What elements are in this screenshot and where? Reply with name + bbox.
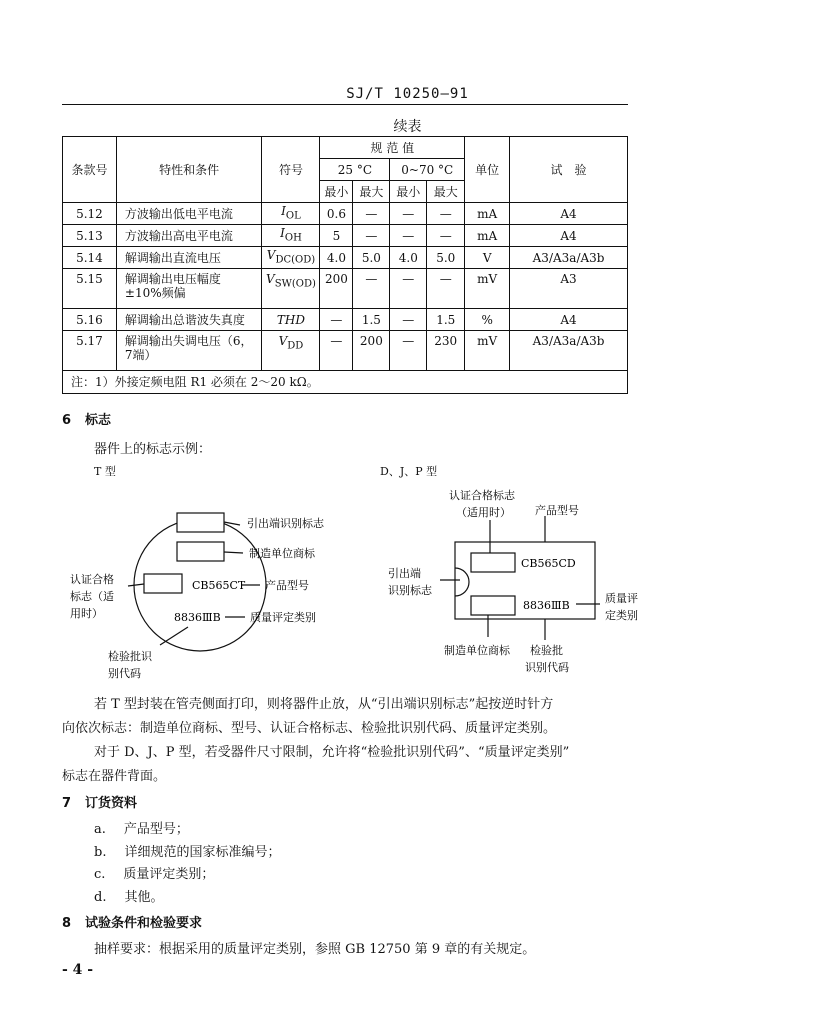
col-header-spec: 规 范 值 bbox=[320, 137, 465, 159]
cell-unit: mV bbox=[465, 331, 510, 371]
cert-label-line2: 标志（适 bbox=[70, 590, 114, 603]
batch-label-line2: 识别代码 bbox=[525, 661, 569, 674]
quality-label: 质量评定类别 bbox=[250, 611, 316, 624]
t-type-label: T 型 bbox=[94, 465, 116, 478]
quality-label-line2: 定类别 bbox=[605, 609, 638, 622]
batch-label-line1: 检验批 bbox=[530, 644, 563, 657]
batch-label-line1: 检验批识 bbox=[108, 650, 152, 663]
section-8-heading: 8 试验条件和检验要求 bbox=[62, 916, 203, 931]
page-number: - 4 - bbox=[62, 962, 94, 978]
cell-characteristic: 解调输出总谐波失真度 bbox=[116, 309, 262, 331]
cell-test: A4 bbox=[510, 309, 628, 331]
maker-mark-box bbox=[471, 596, 515, 615]
sampling-requirement: 抽样要求：根据采用的质量评定类别，参照 GB 12750 第 9 章的有关规定。 bbox=[94, 942, 536, 957]
col-header-range: 0~70 °C bbox=[390, 159, 465, 181]
paragraph-djp-line1: 对于 D、J、P 型，若受器件尺寸限制，允许将“检验批识别代码”、“质量评定类别” bbox=[94, 745, 570, 760]
cell-value: — bbox=[427, 225, 465, 247]
maker-label: 制造单位商标 bbox=[444, 644, 510, 657]
product-type-label: 产品型号 bbox=[265, 579, 309, 592]
cell-value: 5.0 bbox=[427, 247, 465, 269]
paragraph-t-type-line2: 向依次标志：制造单位商标、型号、认证合格标志、检验批识别代码、质量评定类别。 bbox=[62, 721, 557, 736]
paragraph-djp-line2: 标志在器件背面。 bbox=[62, 769, 167, 784]
cell-characteristic: 解调输出电压幅度 ±10%频偏 bbox=[116, 269, 262, 309]
table-row bbox=[63, 269, 628, 309]
cell-symbol: $V_{SW(OD)}$ bbox=[262, 269, 320, 309]
cell-value: — bbox=[427, 269, 465, 309]
cell-value: — bbox=[427, 203, 465, 225]
cell-unit: mV bbox=[465, 269, 510, 309]
col-header-25c: 25 °C bbox=[320, 159, 390, 181]
cert-mark-box bbox=[471, 553, 515, 572]
cell-symbol: $I_{OL}$ bbox=[262, 203, 320, 225]
cell-value: — bbox=[390, 331, 427, 371]
lead-label-line2: 识别标志 bbox=[388, 584, 432, 597]
cell-characteristic: 方波输出低电平电流 bbox=[116, 203, 262, 225]
model-code: CB565CD bbox=[521, 557, 576, 570]
cell-value: — bbox=[390, 225, 427, 247]
lead-notch bbox=[455, 568, 469, 596]
cert-label-line2: （适用时） bbox=[456, 506, 511, 519]
table-row bbox=[63, 309, 628, 331]
list-item: a. 产品型号； bbox=[94, 822, 189, 837]
product-type-label: 产品型号 bbox=[535, 504, 579, 517]
cert-label-line1: 认证合格 bbox=[70, 573, 114, 586]
col-header-characteristic: 特性和条件 bbox=[116, 137, 262, 203]
cell-unit: V bbox=[465, 247, 510, 269]
cell-value: 200 bbox=[320, 269, 353, 309]
cell-value: — bbox=[390, 309, 427, 331]
quality-label-line1: 质量评 bbox=[605, 592, 638, 605]
cell-value: — bbox=[353, 225, 390, 247]
cell-value: 1.5 bbox=[427, 309, 465, 331]
list-item: d. 其他。 bbox=[94, 890, 164, 905]
cell-value: — bbox=[320, 309, 353, 331]
standard-number-header: SJ/T 10250—91 bbox=[346, 86, 469, 102]
cell-symbol: $V_{DC(OD)}$ bbox=[262, 247, 320, 269]
maker-label: 制造单位商标 bbox=[249, 547, 315, 560]
cell-value: 230 bbox=[427, 331, 465, 371]
table-row bbox=[63, 331, 628, 371]
col-header-symbol: 符号 bbox=[262, 137, 320, 203]
cell-test: A4 bbox=[510, 225, 628, 247]
djp-type-marking-figure bbox=[380, 482, 650, 682]
col-header-max: 最大 bbox=[427, 181, 465, 203]
cell-value: 1.5 bbox=[353, 309, 390, 331]
maker-mark-box bbox=[177, 542, 224, 561]
cell-value: 0.6 bbox=[320, 203, 353, 225]
cell-symbol: THD bbox=[262, 309, 320, 331]
cert-mark-box bbox=[144, 574, 182, 593]
table-note: 注：1）外接定频电阻 R1 必须在 2～20 kΩ。 bbox=[63, 371, 628, 394]
header-rule bbox=[62, 104, 628, 105]
col-header-unit: 单位 bbox=[465, 137, 510, 203]
cell-symbol: $I_{OH}$ bbox=[262, 225, 320, 247]
cell-value: — bbox=[390, 203, 427, 225]
section-6-heading: 6 标志 bbox=[62, 413, 112, 428]
cell-value: — bbox=[353, 203, 390, 225]
table-row bbox=[63, 203, 628, 225]
model-code: CB565CT bbox=[192, 579, 246, 592]
batch-label-line2: 别代码 bbox=[108, 667, 141, 680]
col-header-clause: 条款号 bbox=[63, 137, 117, 203]
cell-value: 5 bbox=[320, 225, 353, 247]
cell-clause: 5.17 bbox=[63, 331, 117, 371]
cell-test: A3 bbox=[510, 269, 628, 309]
cell-value: 5.0 bbox=[353, 247, 390, 269]
cell-symbol: $V_{DD}$ bbox=[262, 331, 320, 371]
lead-mark-label: 引出端识别标志 bbox=[247, 517, 324, 530]
cell-unit: mA bbox=[465, 225, 510, 247]
cell-value: 4.0 bbox=[390, 247, 427, 269]
cell-value: — bbox=[320, 331, 353, 371]
cell-characteristic: 解调输出直流电压 bbox=[116, 247, 262, 269]
cell-value: — bbox=[353, 269, 390, 309]
cell-clause: 5.16 bbox=[63, 309, 117, 331]
cert-label-line1: 认证合格标志 bbox=[449, 489, 515, 502]
cell-clause: 5.15 bbox=[63, 269, 117, 309]
cell-unit: % bbox=[465, 309, 510, 331]
cell-value: 200 bbox=[353, 331, 390, 371]
lead-label-line1: 引出端 bbox=[388, 567, 421, 580]
cell-clause: 5.12 bbox=[63, 203, 117, 225]
t-type-marking-figure bbox=[60, 480, 360, 690]
col-header-max: 最大 bbox=[353, 181, 390, 203]
quality-code: 8836ⅢB bbox=[523, 599, 570, 612]
cell-characteristic: 解调输出失调电压（6， 7端） bbox=[116, 331, 262, 371]
section-7-heading: 7 订货资料 bbox=[62, 796, 138, 811]
cell-value: — bbox=[390, 269, 427, 309]
cell-characteristic: 方波输出高电平电流 bbox=[116, 225, 262, 247]
cell-clause: 5.13 bbox=[63, 225, 117, 247]
cell-value: 4.0 bbox=[320, 247, 353, 269]
list-item: c. 质量评定类别； bbox=[94, 867, 215, 882]
col-header-test: 试 验 bbox=[510, 137, 628, 203]
quality-code: 8836ⅢB bbox=[174, 611, 221, 624]
table-caption: 续表 bbox=[393, 119, 422, 135]
cell-unit: mA bbox=[465, 203, 510, 225]
col-header-min: 最小 bbox=[320, 181, 353, 203]
paragraph-t-type-line1: 若 T 型封装在管壳侧面打印，则将器件止放，从“引出端识别标志”起按逆时针方 bbox=[94, 697, 554, 712]
list-item: b. 详细规范的国家标准编号； bbox=[94, 845, 281, 860]
col-header-min: 最小 bbox=[390, 181, 427, 203]
cell-test: A3/A3a/A3b bbox=[510, 331, 628, 371]
cert-label-line3: 用时） bbox=[70, 607, 103, 620]
characteristics-table bbox=[62, 136, 628, 394]
djp-type-label: D、J、P 型 bbox=[380, 465, 438, 478]
cell-test: A3/A3a/A3b bbox=[510, 247, 628, 269]
cell-test: A4 bbox=[510, 203, 628, 225]
lead-mark-box bbox=[177, 513, 224, 532]
table-row bbox=[63, 247, 628, 269]
cell-clause: 5.14 bbox=[63, 247, 117, 269]
marking-intro: 器件上的标志示例： bbox=[94, 442, 212, 457]
table-row bbox=[63, 225, 628, 247]
